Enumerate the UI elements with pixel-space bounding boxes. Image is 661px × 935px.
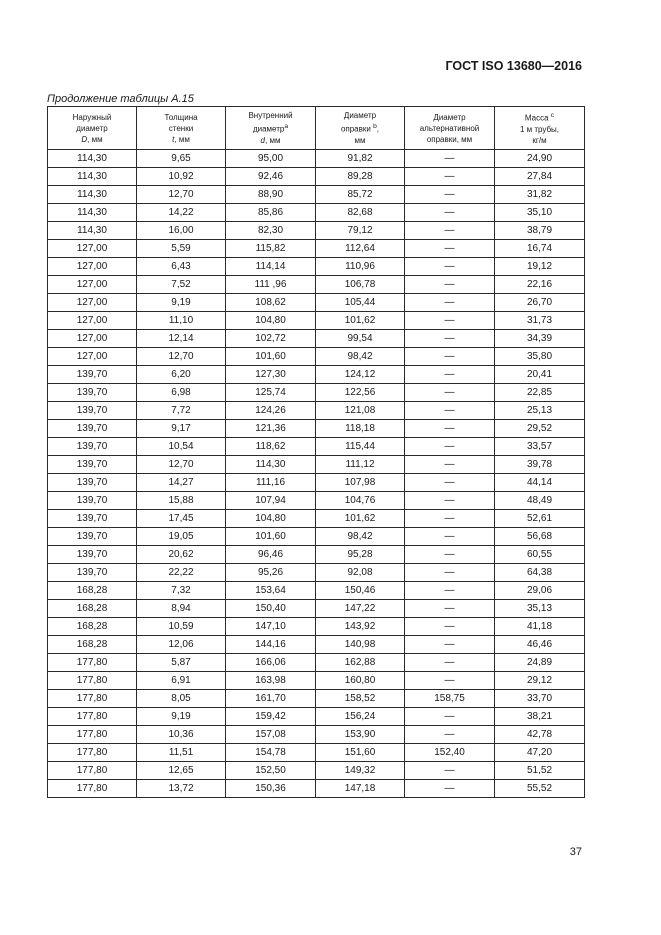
- mass-cell: 35,80: [495, 348, 585, 366]
- wall-thickness-cell: 16,00: [137, 222, 226, 240]
- alt-drift-diameter-cell: —: [405, 438, 495, 456]
- wall-thickness-cell: 12,14: [137, 330, 226, 348]
- table-row: [48, 492, 585, 510]
- inner-diameter-cell: 150,36: [226, 780, 316, 798]
- col-header-inner-diameter: Внутренний диаметр$^a$ d, мм: [226, 107, 316, 150]
- inner-diameter-cell: 101,60: [226, 528, 316, 546]
- table-row: [48, 780, 585, 798]
- outer-diameter-cell: 127,00: [48, 258, 137, 276]
- wall-thickness-cell: 10,59: [137, 618, 226, 636]
- drift-diameter-cell: 91,82: [316, 150, 405, 168]
- outer-diameter-cell: 114,30: [48, 168, 137, 186]
- table-row: [48, 564, 585, 582]
- alt-drift-diameter-cell: —: [405, 384, 495, 402]
- alt-drift-diameter-cell: —: [405, 150, 495, 168]
- wall-thickness-cell: 12,70: [137, 456, 226, 474]
- table-row: [48, 690, 585, 708]
- outer-diameter-cell: 177,80: [48, 672, 137, 690]
- outer-diameter-cell: 139,70: [48, 420, 137, 438]
- drift-diameter-cell: 118,18: [316, 420, 405, 438]
- outer-diameter-cell: 114,30: [48, 204, 137, 222]
- drift-diameter-cell: 150,46: [316, 582, 405, 600]
- inner-diameter-cell: 121,36: [226, 420, 316, 438]
- alt-drift-diameter-cell: —: [405, 330, 495, 348]
- inner-diameter-cell: 150,40: [226, 600, 316, 618]
- wall-thickness-cell: 15,88: [137, 492, 226, 510]
- drift-diameter-cell: 158,52: [316, 690, 405, 708]
- mass-cell: 64,38: [495, 564, 585, 582]
- outer-diameter-cell: 139,70: [48, 438, 137, 456]
- mass-cell: 47,20: [495, 744, 585, 762]
- drift-diameter-cell: 140,98: [316, 636, 405, 654]
- wall-thickness-cell: 13,72: [137, 780, 226, 798]
- drift-diameter-cell: 160,80: [316, 672, 405, 690]
- mass-cell: 60,55: [495, 546, 585, 564]
- table-row: [48, 204, 585, 222]
- wall-thickness-cell: 19,05: [137, 528, 226, 546]
- mass-cell: 29,52: [495, 420, 585, 438]
- wall-thickness-cell: 12,70: [137, 348, 226, 366]
- mass-cell: 55,52: [495, 780, 585, 798]
- wall-thickness-cell: 6,98: [137, 384, 226, 402]
- inner-diameter-cell: 115,82: [226, 240, 316, 258]
- inner-diameter-cell: 104,80: [226, 510, 316, 528]
- table-row: [48, 582, 585, 600]
- alt-drift-diameter-cell: —: [405, 636, 495, 654]
- wall-thickness-cell: 11,10: [137, 312, 226, 330]
- inner-diameter-cell: 108,62: [226, 294, 316, 312]
- mass-cell: 41,18: [495, 618, 585, 636]
- wall-thickness-cell: 9,17: [137, 420, 226, 438]
- inner-diameter-cell: 125,74: [226, 384, 316, 402]
- alt-drift-diameter-cell: —: [405, 258, 495, 276]
- alt-drift-diameter-cell: —: [405, 564, 495, 582]
- outer-diameter-cell: 139,70: [48, 528, 137, 546]
- alt-drift-diameter-cell: —: [405, 510, 495, 528]
- alt-drift-diameter-cell: —: [405, 528, 495, 546]
- inner-diameter-cell: 104,80: [226, 312, 316, 330]
- table-row: [48, 276, 585, 294]
- mass-cell: 20,41: [495, 366, 585, 384]
- alt-drift-diameter-cell: —: [405, 582, 495, 600]
- outer-diameter-cell: 139,70: [48, 384, 137, 402]
- wall-thickness-cell: 9,65: [137, 150, 226, 168]
- alt-drift-diameter-cell: —: [405, 240, 495, 258]
- mass-cell: 22,85: [495, 384, 585, 402]
- outer-diameter-cell: 168,28: [48, 618, 137, 636]
- table-row: [48, 456, 585, 474]
- drift-diameter-cell: 104,76: [316, 492, 405, 510]
- wall-thickness-cell: 12,65: [137, 762, 226, 780]
- table-row: [48, 726, 585, 744]
- wall-thickness-cell: 12,06: [137, 636, 226, 654]
- mass-cell: 24,90: [495, 150, 585, 168]
- mass-cell: 51,52: [495, 762, 585, 780]
- outer-diameter-cell: 177,80: [48, 726, 137, 744]
- drift-diameter-cell: 151,60: [316, 744, 405, 762]
- mass-cell: 16,74: [495, 240, 585, 258]
- inner-diameter-cell: 114,30: [226, 456, 316, 474]
- alt-drift-diameter-cell: —: [405, 222, 495, 240]
- drift-diameter-cell: 106,78: [316, 276, 405, 294]
- alt-drift-diameter-cell: —: [405, 276, 495, 294]
- wall-thickness-cell: 8,94: [137, 600, 226, 618]
- col-header-mass: Масса $^c$ 1 м трубы, кг/м: [495, 107, 585, 150]
- wall-thickness-cell: 14,27: [137, 474, 226, 492]
- inner-diameter-cell: 118,62: [226, 438, 316, 456]
- mass-cell: 52,61: [495, 510, 585, 528]
- mass-cell: 34,39: [495, 330, 585, 348]
- drift-diameter-cell: 99,54: [316, 330, 405, 348]
- drift-diameter-cell: 111,12: [316, 456, 405, 474]
- alt-drift-diameter-cell: —: [405, 402, 495, 420]
- drift-diameter-cell: 82,68: [316, 204, 405, 222]
- outer-diameter-cell: 127,00: [48, 276, 137, 294]
- wall-thickness-cell: 12,70: [137, 186, 226, 204]
- inner-diameter-cell: 88,90: [226, 186, 316, 204]
- inner-diameter-cell: 157,08: [226, 726, 316, 744]
- table-row: [48, 546, 585, 564]
- inner-diameter-cell: 85,86: [226, 204, 316, 222]
- drift-diameter-cell: 147,18: [316, 780, 405, 798]
- drift-diameter-cell: 98,42: [316, 528, 405, 546]
- drift-diameter-cell: 101,62: [316, 312, 405, 330]
- outer-diameter-cell: 139,70: [48, 564, 137, 582]
- table-row: [48, 240, 585, 258]
- outer-diameter-cell: 177,80: [48, 780, 137, 798]
- wall-thickness-cell: 6,91: [137, 672, 226, 690]
- table-row: [48, 150, 585, 168]
- table-row: [48, 708, 585, 726]
- mass-cell: 19,12: [495, 258, 585, 276]
- inner-diameter-cell: 111,16: [226, 474, 316, 492]
- wall-thickness-cell: 9,19: [137, 708, 226, 726]
- drift-diameter-cell: 98,42: [316, 348, 405, 366]
- mass-cell: 29,12: [495, 672, 585, 690]
- table-row: [48, 330, 585, 348]
- wall-thickness-cell: 6,43: [137, 258, 226, 276]
- outer-diameter-cell: 139,70: [48, 474, 137, 492]
- wall-thickness-cell: 7,72: [137, 402, 226, 420]
- table-row: [48, 600, 585, 618]
- wall-thickness-cell: 10,54: [137, 438, 226, 456]
- wall-thickness-cell: 10,36: [137, 726, 226, 744]
- alt-drift-diameter-cell: —: [405, 546, 495, 564]
- outer-diameter-cell: 177,80: [48, 762, 137, 780]
- table-row: [48, 168, 585, 186]
- wall-thickness-cell: 10,92: [137, 168, 226, 186]
- mass-cell: 44,14: [495, 474, 585, 492]
- inner-diameter-cell: 114,14: [226, 258, 316, 276]
- inner-diameter-cell: 154,78: [226, 744, 316, 762]
- alt-drift-diameter-cell: —: [405, 474, 495, 492]
- inner-diameter-cell: 166,06: [226, 654, 316, 672]
- outer-diameter-cell: 139,70: [48, 510, 137, 528]
- mass-cell: 38,79: [495, 222, 585, 240]
- outer-diameter-cell: 114,30: [48, 222, 137, 240]
- alt-drift-diameter-cell: —: [405, 348, 495, 366]
- mass-cell: 46,46: [495, 636, 585, 654]
- table-row: [48, 636, 585, 654]
- page-number: 37: [569, 846, 582, 858]
- inner-diameter-cell: 159,42: [226, 708, 316, 726]
- wall-thickness-cell: 5,59: [137, 240, 226, 258]
- drift-diameter-cell: 156,24: [316, 708, 405, 726]
- table-body: [48, 150, 585, 798]
- mass-cell: 31,73: [495, 312, 585, 330]
- outer-diameter-cell: 177,80: [48, 744, 137, 762]
- outer-diameter-cell: 177,80: [48, 654, 137, 672]
- outer-diameter-cell: 114,30: [48, 150, 137, 168]
- table-row: [48, 762, 585, 780]
- mass-cell: 33,70: [495, 690, 585, 708]
- outer-diameter-cell: 168,28: [48, 636, 137, 654]
- outer-diameter-cell: 139,70: [48, 546, 137, 564]
- mass-cell: 25,13: [495, 402, 585, 420]
- table-row: [48, 402, 585, 420]
- outer-diameter-cell: 168,28: [48, 600, 137, 618]
- drift-diameter-cell: 124,12: [316, 366, 405, 384]
- mass-cell: 35,10: [495, 204, 585, 222]
- mass-cell: 31,82: [495, 186, 585, 204]
- inner-diameter-cell: 102,72: [226, 330, 316, 348]
- table-row: [48, 294, 585, 312]
- drift-diameter-cell: 122,56: [316, 384, 405, 402]
- drift-diameter-cell: 110,96: [316, 258, 405, 276]
- wall-thickness-cell: 7,52: [137, 276, 226, 294]
- inner-diameter-cell: 124,26: [226, 402, 316, 420]
- drift-diameter-cell: 101,62: [316, 510, 405, 528]
- wall-thickness-cell: 20,62: [137, 546, 226, 564]
- mass-cell: 29,06: [495, 582, 585, 600]
- alt-drift-diameter-cell: —: [405, 186, 495, 204]
- wall-thickness-cell: 22,22: [137, 564, 226, 582]
- mass-cell: 56,68: [495, 528, 585, 546]
- inner-diameter-cell: 92,46: [226, 168, 316, 186]
- inner-diameter-cell: 101,60: [226, 348, 316, 366]
- drift-diameter-cell: 162,88: [316, 654, 405, 672]
- drift-diameter-cell: 143,92: [316, 618, 405, 636]
- outer-diameter-cell: 127,00: [48, 348, 137, 366]
- mass-cell: 48,49: [495, 492, 585, 510]
- mass-cell: 39,78: [495, 456, 585, 474]
- wall-thickness-cell: 5,87: [137, 654, 226, 672]
- alt-drift-diameter-cell: —: [405, 726, 495, 744]
- drift-diameter-cell: 92,08: [316, 564, 405, 582]
- drift-diameter-cell: 149,32: [316, 762, 405, 780]
- inner-diameter-cell: 144,16: [226, 636, 316, 654]
- alt-drift-diameter-cell: —: [405, 420, 495, 438]
- inner-diameter-cell: 95,00: [226, 150, 316, 168]
- table-row: [48, 654, 585, 672]
- wall-thickness-cell: 11,51: [137, 744, 226, 762]
- drift-diameter-cell: 79,12: [316, 222, 405, 240]
- mass-cell: 26,70: [495, 294, 585, 312]
- drift-diameter-cell: 121,08: [316, 402, 405, 420]
- inner-diameter-cell: 107,94: [226, 492, 316, 510]
- inner-diameter-cell: 152,50: [226, 762, 316, 780]
- inner-diameter-cell: 163,98: [226, 672, 316, 690]
- table-row: [48, 222, 585, 240]
- outer-diameter-cell: 127,00: [48, 330, 137, 348]
- outer-diameter-cell: 139,70: [48, 402, 137, 420]
- table-row: [48, 348, 585, 366]
- outer-diameter-cell: 177,80: [48, 690, 137, 708]
- mass-cell: 24,89: [495, 654, 585, 672]
- table-row: [48, 744, 585, 762]
- table-row: [48, 474, 585, 492]
- alt-drift-diameter-cell: —: [405, 456, 495, 474]
- table-row: [48, 438, 585, 456]
- outer-diameter-cell: 127,00: [48, 312, 137, 330]
- inner-diameter-cell: 153,64: [226, 582, 316, 600]
- inner-diameter-cell: 111 ,96: [226, 276, 316, 294]
- drift-diameter-cell: 147,22: [316, 600, 405, 618]
- table-row: [48, 672, 585, 690]
- wall-thickness-cell: 17,45: [137, 510, 226, 528]
- wall-thickness-cell: 9,19: [137, 294, 226, 312]
- drift-diameter-cell: 105,44: [316, 294, 405, 312]
- outer-diameter-cell: 168,28: [48, 582, 137, 600]
- pipe-dimensions-table: [47, 106, 585, 798]
- alt-drift-diameter-cell: —: [405, 762, 495, 780]
- table-row: [48, 618, 585, 636]
- drift-diameter-cell: 153,90: [316, 726, 405, 744]
- outer-diameter-cell: 139,70: [48, 456, 137, 474]
- outer-diameter-cell: 127,00: [48, 294, 137, 312]
- mass-cell: 38,21: [495, 708, 585, 726]
- alt-drift-diameter-cell: —: [405, 672, 495, 690]
- outer-diameter-cell: 114,30: [48, 186, 137, 204]
- drift-diameter-cell: 107,98: [316, 474, 405, 492]
- outer-diameter-cell: 127,00: [48, 240, 137, 258]
- inner-diameter-cell: 82,30: [226, 222, 316, 240]
- alt-drift-diameter-cell: —: [405, 366, 495, 384]
- inner-diameter-cell: 95,26: [226, 564, 316, 582]
- alt-drift-diameter-cell: —: [405, 708, 495, 726]
- table-row: [48, 420, 585, 438]
- inner-diameter-cell: 147,10: [226, 618, 316, 636]
- alt-drift-diameter-cell: —: [405, 654, 495, 672]
- alt-drift-diameter-cell: —: [405, 204, 495, 222]
- table-caption: Продолжение таблицы А.15: [47, 93, 194, 105]
- alt-drift-diameter-cell: —: [405, 618, 495, 636]
- table-row: [48, 510, 585, 528]
- table-row: [48, 186, 585, 204]
- table-row: [48, 366, 585, 384]
- outer-diameter-cell: 177,80: [48, 708, 137, 726]
- mass-cell: 33,57: [495, 438, 585, 456]
- outer-diameter-cell: 139,70: [48, 492, 137, 510]
- drift-diameter-cell: 112,64: [316, 240, 405, 258]
- inner-diameter-cell: 96,46: [226, 546, 316, 564]
- inner-diameter-cell: 161,70: [226, 690, 316, 708]
- outer-diameter-cell: 139,70: [48, 366, 137, 384]
- table-row: [48, 312, 585, 330]
- col-header-alt-drift-diameter: Диаметр альтернативной оправки, мм: [405, 107, 495, 150]
- inner-diameter-cell: 127,30: [226, 366, 316, 384]
- alt-drift-diameter-cell: —: [405, 168, 495, 186]
- table-header-row: [48, 107, 585, 150]
- drift-diameter-cell: 95,28: [316, 546, 405, 564]
- table-row: [48, 258, 585, 276]
- drift-diameter-cell: 115,44: [316, 438, 405, 456]
- col-header-drift-diameter: Диаметр оправки $^b$, мм: [316, 107, 405, 150]
- alt-drift-diameter-cell: —: [405, 492, 495, 510]
- mass-cell: 22,16: [495, 276, 585, 294]
- wall-thickness-cell: 7,32: [137, 582, 226, 600]
- mass-cell: 42,78: [495, 726, 585, 744]
- table-row: [48, 384, 585, 402]
- alt-drift-diameter-cell: —: [405, 780, 495, 798]
- drift-diameter-cell: 89,28: [316, 168, 405, 186]
- drift-diameter-cell: 85,72: [316, 186, 405, 204]
- alt-drift-diameter-cell: 152,40: [405, 744, 495, 762]
- table-row: [48, 528, 585, 546]
- col-header-wall-thickness: Толщина стенки t, мм: [137, 107, 226, 150]
- wall-thickness-cell: 6,20: [137, 366, 226, 384]
- wall-thickness-cell: 14,22: [137, 204, 226, 222]
- alt-drift-diameter-cell: —: [405, 312, 495, 330]
- mass-cell: 27,84: [495, 168, 585, 186]
- mass-cell: 35,13: [495, 600, 585, 618]
- wall-thickness-cell: 8,05: [137, 690, 226, 708]
- col-header-outer-diameter: Наружный диаметр D, мм: [48, 107, 137, 150]
- standard-designation: ГОСТ ISO 13680—2016: [445, 59, 582, 73]
- alt-drift-diameter-cell: —: [405, 600, 495, 618]
- alt-drift-diameter-cell: —: [405, 294, 495, 312]
- alt-drift-diameter-cell: 158,75: [405, 690, 495, 708]
